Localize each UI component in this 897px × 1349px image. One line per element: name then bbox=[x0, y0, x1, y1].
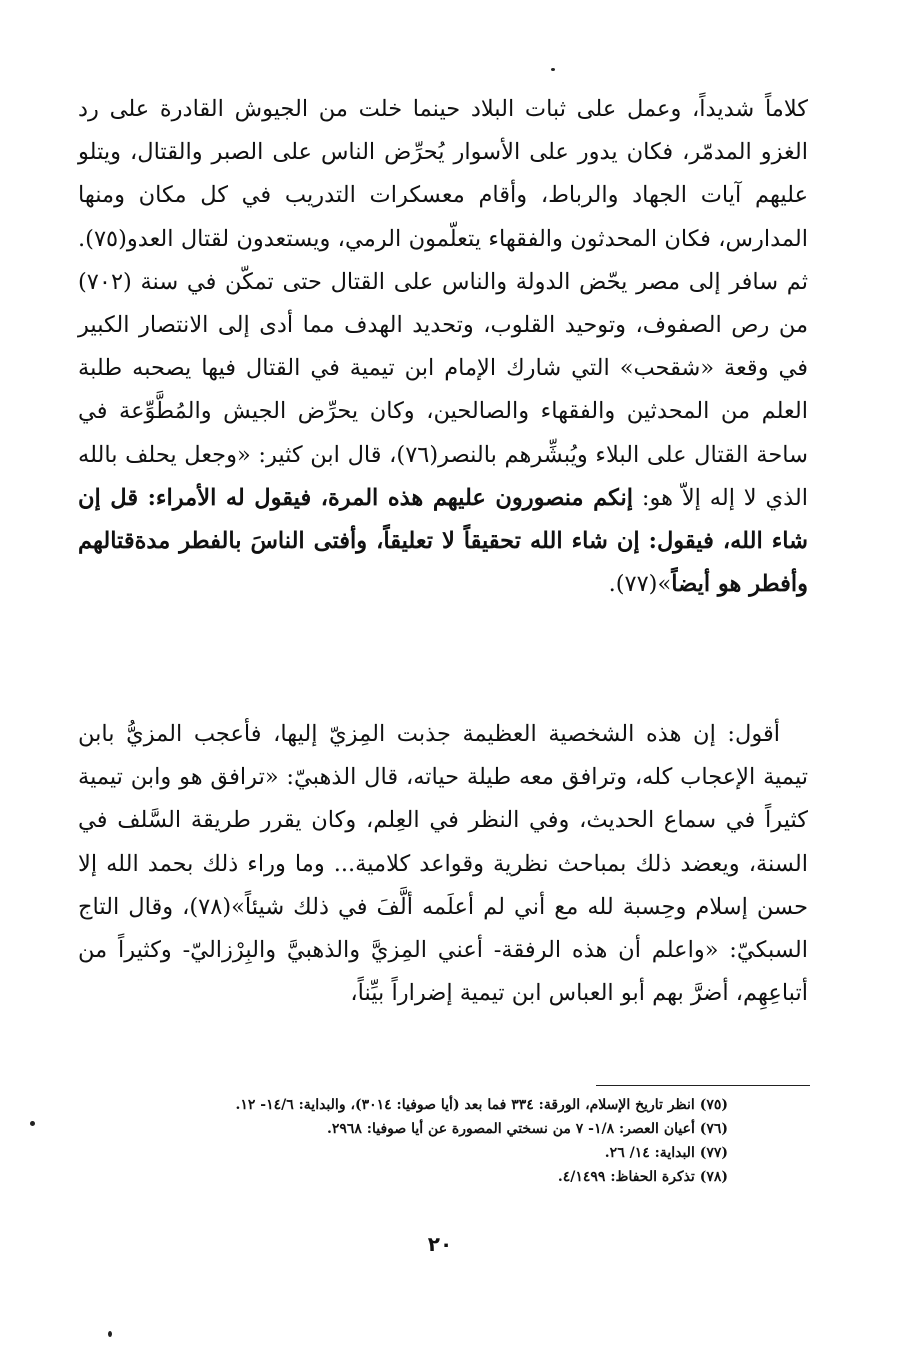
scan-speck bbox=[551, 68, 555, 71]
scan-speck bbox=[30, 1121, 35, 1126]
paragraph-1-text: كلاماً شديداً، وعمل على ثبات البلاد حينما خلت من الجيوش القادرة على رد الغزو المدمّر، فكان يدور على الأسوار يُحرِّض الناس على الصبر والقتال، ويتلو عليهم آيات الجهاد والرباط، وأقام معسكرات التدريب في كل مكان ومنها المدارس، فكان المحدثون والفقهاء يتعلّمون الرمي، ويستعدون لقتال العدو(٧٥). ثم سافر إلى مصر يحّض الدولة والناس على القتال حتى تمكّن في سنة (٧٠٢) من رص الصفوف، وتوحيد القلوب، وتحديد الهدف مما أدى إلى الانتصار الكبير في وقعة «شقحب» التي شارك الإمام ابن تيمية في القتال فيها يصحبه طلبة العلم من المحدثين والفقهاء والصالحين، وكان يحرِّض الجيش والمُطَّوِّعة في ساحة القتال على البلاء ويُبشِّرهم بالنصر(٧٦)، قال ابن كثير: «وجعل يحلف بالله الذي لا إله إلاّ هو: bbox=[78, 96, 809, 511]
footnotes bbox=[88, 1093, 728, 1189]
page-number: ٢٠ bbox=[427, 1232, 453, 1256]
footnote-76: (٧٦) أعيان العصر: ١/٨- ٧ من نسختي المصورة عن أيا صوفيا: ٢٩٦٨. bbox=[326, 1121, 728, 1137]
footnote-75: (٧٥) انظر تاريخ الإسلام، الورقة: ٣٣٤ فما بعد (أيا صوفيا: ٣٠١٤)، والبداية: ١٤/٦- ١٢. bbox=[235, 1097, 728, 1113]
paragraph-2-text: أقول: إن هذه الشخصية العظيمة جذبت المِزيّ إليها، فأعجب المزيُّ بابن تيمية الإعجاب كله، وترافق معه طيلة حياته، قال الذهبيّ: «ترافق هو وابن تيمية كثيراً في سماع الحديث، وفي النظر في العِلم، وكان يقرر طريقة السَّلف في السنة، ويعضد ذلك بمباحث نظرية وقواعد كلامية... وما وراء ذلك بحمد الله إلا حسن إسلام وحِسبة لله مع أني لم أعلَمه ألَّفَ في ذلك شيئاً»(٧٨)، وقال التاج السبكيّ: «واعلم أن هذه الرفقة- أعني المِزيَّ والذهبيَّ والبِرْزاليّ- وكثيراً من أتباعِهِم، أضرَّ بهم أبو العباس ابن تيمية إضراراً بيِّناً، bbox=[78, 721, 808, 1007]
body-paragraph-1 bbox=[78, 88, 808, 606]
footnote-77: (٧٧) البداية: ١٤/ ٢٦. bbox=[604, 1145, 728, 1161]
paragraph-1-closing: »(٧٧). bbox=[608, 571, 672, 598]
footnote-separator bbox=[596, 1085, 810, 1086]
scan-speck bbox=[108, 1331, 112, 1337]
body-paragraph-2 bbox=[78, 713, 808, 1015]
paragraph-1-quote: إنكم منصورون عليهم هذه المرة، فيقول له الأمراء: قل إن شاء الله، فيقول: إن شاء الله تحقيقاً لا تعليقاً، وأفتى الناسَ بالفطر مدةقتالهم وأفطر هو أيضاً bbox=[78, 484, 808, 598]
footnote-78: (٧٨) تذكرة الحفاظ: ٤/١٤٩٩. bbox=[557, 1169, 728, 1185]
